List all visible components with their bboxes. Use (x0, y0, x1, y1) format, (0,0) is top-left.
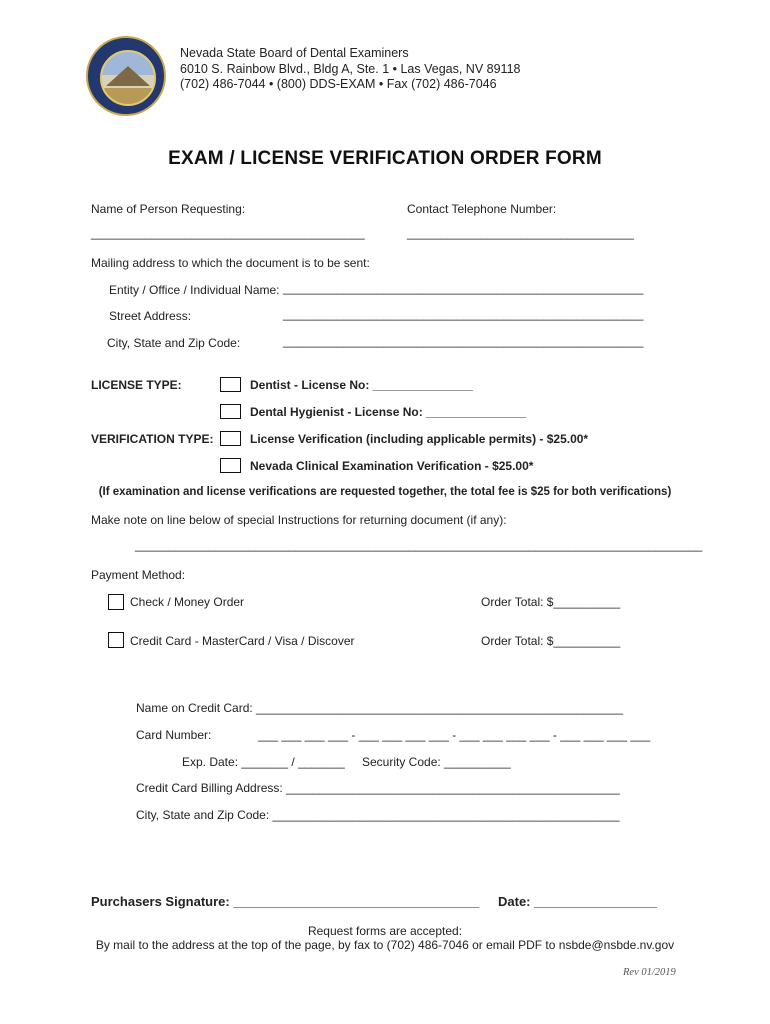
check-money-order-option: Check / Money Order (130, 595, 245, 609)
street-address-label: Street Address: (109, 309, 192, 323)
contact-phone-field[interactable]: __________________________________ (407, 226, 634, 240)
form-title: EXAM / LICENSE VERIFICATION ORDER FORM (168, 148, 602, 169)
license-verification-checkbox[interactable] (220, 431, 241, 446)
dentist-checkbox[interactable] (220, 377, 241, 392)
entity-name-label: Entity / Office / Individual Name: (109, 283, 280, 297)
revision-date: Rev 01/2019 (623, 967, 676, 978)
card-number-label: Card Number: (136, 728, 212, 742)
combined-fee-note: (If examination and license verifications are requested together, the total fee is $25 for both verifications) (98, 486, 672, 498)
billing-address-field[interactable]: Credit Card Billing Address: __________________________________________________ (136, 781, 620, 795)
requester-name-field[interactable]: _________________________________________ (91, 226, 365, 240)
forms-accepted-label: Request forms are accepted: (307, 924, 463, 938)
credit-card-option: Credit Card - MasterCard / Visa / Discover (130, 634, 355, 648)
name-on-card-field[interactable]: Name on Credit Card: _______________________________________________________ (136, 701, 624, 715)
state-seal-logo (86, 36, 166, 116)
exp-date-field[interactable]: Exp. Date: _______ / _______ (182, 755, 345, 769)
entity-name-field[interactable]: ______________________________________________________ (283, 281, 644, 295)
license-verification-option: License Verification (including applicable permits) - $25.00* (250, 432, 589, 446)
exam-verification-checkbox[interactable] (220, 458, 241, 473)
org-name: Nevada State Board of Dental Examiners (180, 46, 409, 60)
billing-city-state-zip-field[interactable]: City, State and Zip Code: ____________________________________________________ (136, 808, 620, 822)
verification-type-label: VERIFICATION TYPE: (91, 432, 214, 446)
contact-phone-label: Contact Telephone Number: (407, 202, 557, 216)
org-phones: (702) 486-7044 • (800) DDS-EXAM • Fax (702) 486-7046 (180, 77, 497, 91)
hygienist-license-option: Dental Hygienist - License No: _______________ (250, 405, 527, 419)
city-state-zip-label: City, State and Zip Code: (107, 336, 241, 350)
signature-date-field[interactable]: Date: _________________ (498, 894, 658, 909)
purchaser-signature-field[interactable]: Purchasers Signature: __________________________________ (91, 894, 480, 909)
license-type-label: LICENSE TYPE: (91, 378, 182, 392)
seal-emblem (100, 50, 156, 106)
org-address: 6010 S. Rainbow Blvd., Bldg A, Ste. 1 • Las Vegas, NV 89118 (180, 62, 521, 76)
special-instructions-field[interactable]: _____________________________________________________________________________________ (135, 538, 703, 552)
submission-methods: By mail to the address at the top of the page, by fax to (702) 486-7046 or email PDF to nsbde@nsbde.nv.gov (95, 938, 675, 952)
mailing-address-label: Mailing address to which the document is to be sent: (91, 256, 370, 270)
check-order-total-field[interactable]: Order Total: $__________ (481, 595, 621, 609)
city-state-zip-field[interactable]: ______________________________________________________ (283, 334, 644, 348)
requester-name-label: Name of Person Requesting: (91, 202, 246, 216)
dentist-license-option: Dentist - License No: _______________ (250, 378, 473, 392)
security-code-field[interactable]: Security Code: __________ (362, 755, 511, 769)
card-order-total-field[interactable]: Order Total: $__________ (481, 634, 621, 648)
exam-verification-option: Nevada Clinical Examination Verification - $25.00* (250, 459, 534, 473)
hygienist-checkbox[interactable] (220, 404, 241, 419)
credit-card-checkbox[interactable] (108, 632, 124, 648)
special-instructions-label: Make note on line below of special Instructions for returning document (if any): (91, 513, 507, 527)
payment-method-label: Payment Method: (91, 568, 186, 582)
check-money-order-checkbox[interactable] (108, 594, 124, 610)
card-number-field[interactable]: ___ ___ ___ ___ - ___ ___ ___ ___ - ___ ___ ___ ___ - ___ ___ ___ ___ (258, 728, 651, 742)
street-address-field[interactable]: ______________________________________________________ (283, 307, 644, 321)
